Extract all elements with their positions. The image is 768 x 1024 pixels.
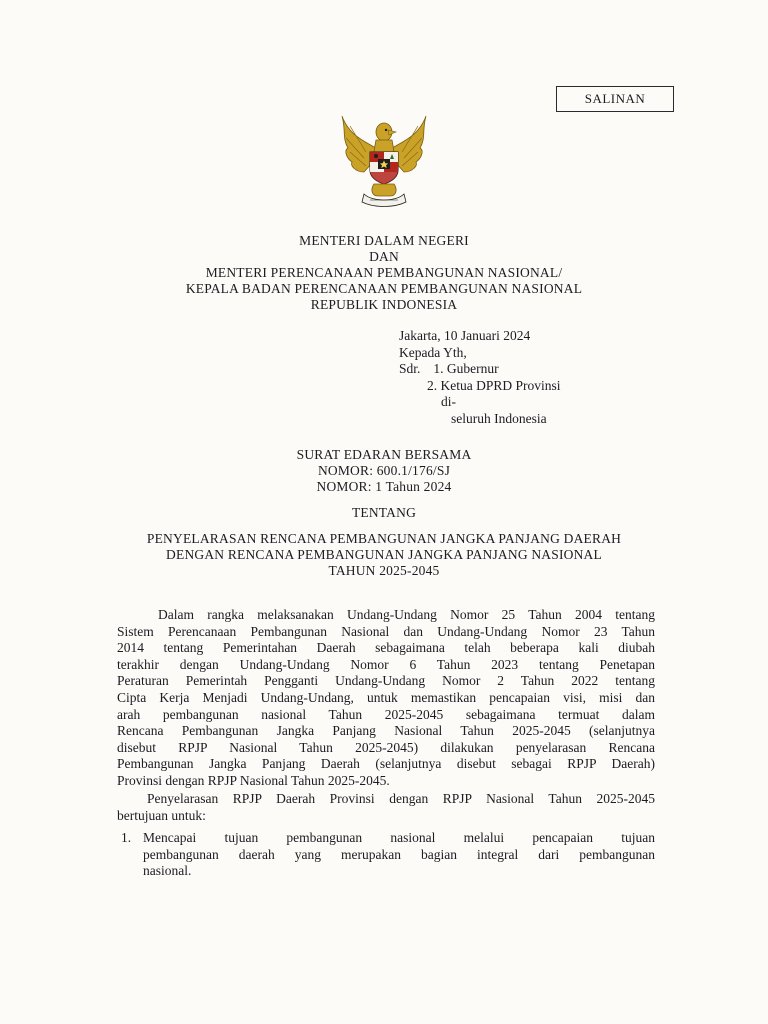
subject-line: DENGAN RENCANA PEMBANGUNAN JANGKA PANJANG NASIONAL (166, 547, 602, 562)
paragraph-line: arah pembangunan nasional Tahun 2025-2045 sebagaimana termuat dalam (117, 706, 655, 722)
di-label: di- (441, 394, 456, 409)
paragraph-line: Dalam rangka melaksanakan Undang-Undang Nomor 25 Tahun 2004 tentang (158, 607, 655, 622)
place-date: Jakarta, 10 Januari 2024 (399, 328, 531, 343)
issuer-line: MENTERI PERENCANAAN PEMBANGUNAN NASIONAL/ (205, 265, 563, 280)
paragraph-line: Provinsi dengan RPJP Nasional Tahun 2025-2045. (117, 772, 390, 788)
recipient-row (399, 378, 561, 395)
issuer-line: MENTERI DALAM NEGERI (299, 233, 469, 248)
list-item-line: nasional. (143, 863, 192, 879)
issuer-line: REPUBLIK INDONESIA (310, 297, 458, 312)
salinan-stamp: SALINAN (556, 86, 674, 112)
recipient-row (399, 361, 561, 378)
issuer-heading (100, 233, 668, 313)
recipient-item: 1. Gubernur (433, 361, 499, 376)
paragraph-line: Cipta Kerja Menjadi Undang-Undang, untuk memastikan pencapaian visi, misi dan (117, 689, 655, 705)
addressee-label: Kepada Yth, (399, 344, 467, 360)
location: seluruh Indonesia (451, 410, 547, 426)
garuda-pancasila-emblem-icon (336, 112, 432, 212)
sdr-label: Sdr. (399, 361, 421, 376)
letter-title-block (100, 447, 668, 495)
subject-block (100, 531, 668, 579)
list-item-number: 1. (121, 830, 132, 845)
paragraph-line: disebut RPJP Nasional Tahun 2025-2045) dilakukan penyelarasan Rencana (117, 739, 655, 755)
about-label: TENTANG (351, 505, 417, 520)
paragraph-line: Pembangunan Jangka Panjang Daerah (selanjutnya disebut sebagai RPJP Daerah) (117, 756, 655, 772)
body-paragraph-1 (117, 607, 655, 790)
recipient-item: 2. Ketua DPRD Provinsi (427, 377, 561, 393)
list-item (143, 830, 655, 880)
body-paragraph-2 (117, 791, 655, 824)
list-item-line: Mencapai tujuan pembangunan nasional melalui pencapaian tujuan (143, 830, 655, 845)
list-item-line: pembangunan daerah yang merupakan bagian integral dari pembangunan (143, 846, 655, 862)
paragraph-line: bertujuan untuk: (117, 807, 206, 823)
issuer-line: DAN (369, 249, 399, 264)
subject-line: PENYELARASAN RENCANA PEMBANGUNAN JANGKA PANJANG DAERAH (146, 531, 622, 546)
paragraph-line: Penyelarasan RPJP Daerah Provinsi dengan RPJP Nasional Tahun 2025-2045 (147, 791, 655, 806)
letter-number: NOMOR: 1 Tahun 2024 (316, 479, 452, 494)
subject-line: TAHUN 2025-2045 (328, 563, 440, 578)
paragraph-line: Peraturan Pemerintah Pengganti Undang-Undang Nomor 2 Tahun 2022 tentang (117, 673, 655, 689)
letter-number: NOMOR: 600.1/176/SJ (317, 463, 451, 478)
paragraph-line: 2014 tentang Pemerintahan Daerah sebagaimana telah beberapa kali diubah (117, 640, 655, 656)
issuer-line: KEPALA BADAN PERENCANAAN PEMBANGUNAN NASIONAL (185, 281, 583, 296)
paragraph-line: Sistem Perencanaan Pembangunan Nasional dan Undang-Undang Nomor 23 Tahun (117, 623, 655, 639)
paragraph-line: Rencana Pembangunan Jangka Panjang Nasional Tahun 2025-2045 (selanjutnya (117, 723, 655, 739)
address-block (399, 328, 561, 427)
letter-type: SURAT EDARAN BERSAMA (296, 447, 472, 462)
paragraph-line: terakhir dengan Undang-Undang Nomor 6 Tahun 2023 tentang Penetapan (117, 656, 655, 672)
